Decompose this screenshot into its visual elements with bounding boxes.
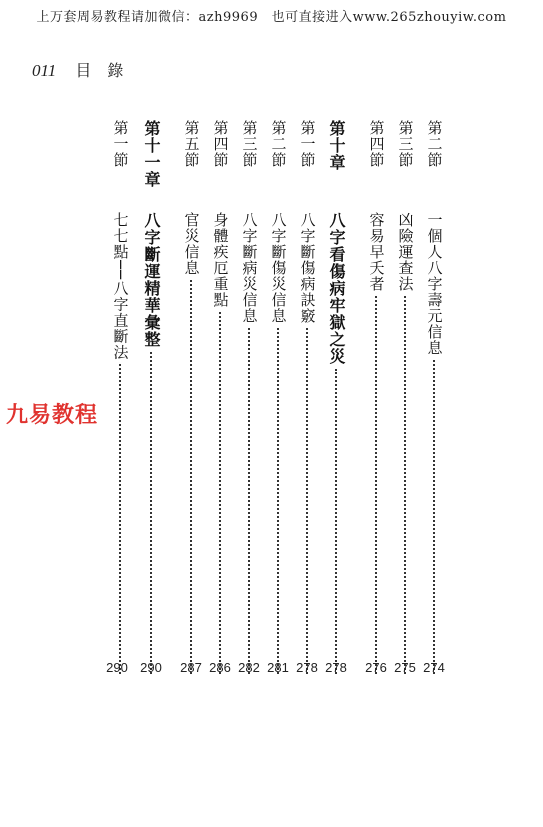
toc-entry[interactable] — [391, 120, 419, 680]
toc-leader-dots — [404, 296, 406, 674]
toc-page-number: 287 — [180, 660, 202, 675]
running-head-label: 目 錄 — [75, 61, 124, 80]
toc-leader-dots — [219, 312, 221, 674]
toc-title: 身體疾厄重點 — [211, 212, 230, 308]
toc-title: 凶險運查法 — [396, 212, 415, 292]
toc-chapter-label: 第十一章 — [142, 120, 161, 188]
toc-entry[interactable] — [264, 120, 292, 680]
toc-title: 八字斷傷病訣竅 — [298, 212, 317, 324]
running-head — [32, 58, 123, 81]
toc-page-number: 278 — [325, 660, 347, 675]
toc-page-number: 274 — [423, 660, 445, 675]
toc-leader-dots — [277, 328, 279, 674]
toc-page-number: 290 — [140, 660, 162, 675]
toc-chapter-title: 八字看傷病牢獄之災 — [327, 212, 346, 365]
toc-chapter-title: 八字斷運精華彙整 — [142, 212, 161, 348]
toc-page-number: 278 — [296, 660, 318, 675]
toc-title: 七七點──八字直斷法 — [111, 212, 130, 361]
toc-leader-dots — [335, 369, 337, 674]
toc-title: 八字斷傷災信息 — [269, 212, 288, 324]
toc-entry[interactable] — [362, 120, 390, 680]
toc-entry[interactable] — [206, 120, 234, 680]
toc-section-label: 第二節 — [425, 120, 444, 168]
toc-section-label: 第三節 — [240, 120, 259, 168]
page-number: 011 — [32, 61, 57, 80]
toc-entry[interactable] — [293, 120, 321, 680]
toc-entry[interactable] — [177, 120, 205, 680]
toc-page-number: 276 — [365, 660, 387, 675]
watermark: 九易教程 — [6, 403, 99, 428]
toc-page-number: 286 — [209, 660, 231, 675]
toc-section-label: 第一節 — [298, 120, 317, 168]
toc-section-label: 第一節 — [111, 120, 130, 168]
toc-title: 八字斷病災信息 — [240, 212, 259, 324]
toc-title: 一個人八字壽元信息 — [425, 212, 444, 356]
toc-leader-dots — [375, 296, 377, 674]
toc-leader-dots — [433, 360, 435, 674]
toc-section-label: 第五節 — [182, 120, 201, 168]
toc-entry[interactable] — [235, 120, 263, 680]
toc-entry[interactable] — [106, 120, 134, 680]
toc-page-number: 281 — [267, 660, 289, 675]
toc-page-number: 282 — [238, 660, 260, 675]
toc-leader-dots — [190, 280, 192, 674]
toc-chapter-entry[interactable] — [322, 120, 350, 680]
toc-section-label: 第四節 — [211, 120, 230, 168]
toc-chapter-entry[interactable] — [137, 120, 165, 680]
toc-title: 容易早夭者 — [367, 212, 386, 292]
toc-leader-dots — [306, 328, 308, 674]
toc-leader-dots — [150, 352, 152, 674]
toc-section-label: 第四節 — [367, 120, 386, 168]
toc-page-number: 290 — [106, 660, 128, 675]
toc-section-label: 第二節 — [269, 120, 288, 168]
toc-section-label: 第三節 — [396, 120, 415, 168]
toc-chapter-label: 第十章 — [327, 120, 346, 171]
toc-entry[interactable] — [420, 120, 448, 680]
header-note: 上万套周易教程请加微信：azh9969 也可直接进入www.265zhouyiw.com — [36, 10, 507, 25]
toc-leader-dots — [248, 328, 250, 674]
toc-title: 官災信息 — [182, 212, 201, 276]
toc-page-number: 275 — [394, 660, 416, 675]
toc-leader-dots — [119, 364, 121, 674]
